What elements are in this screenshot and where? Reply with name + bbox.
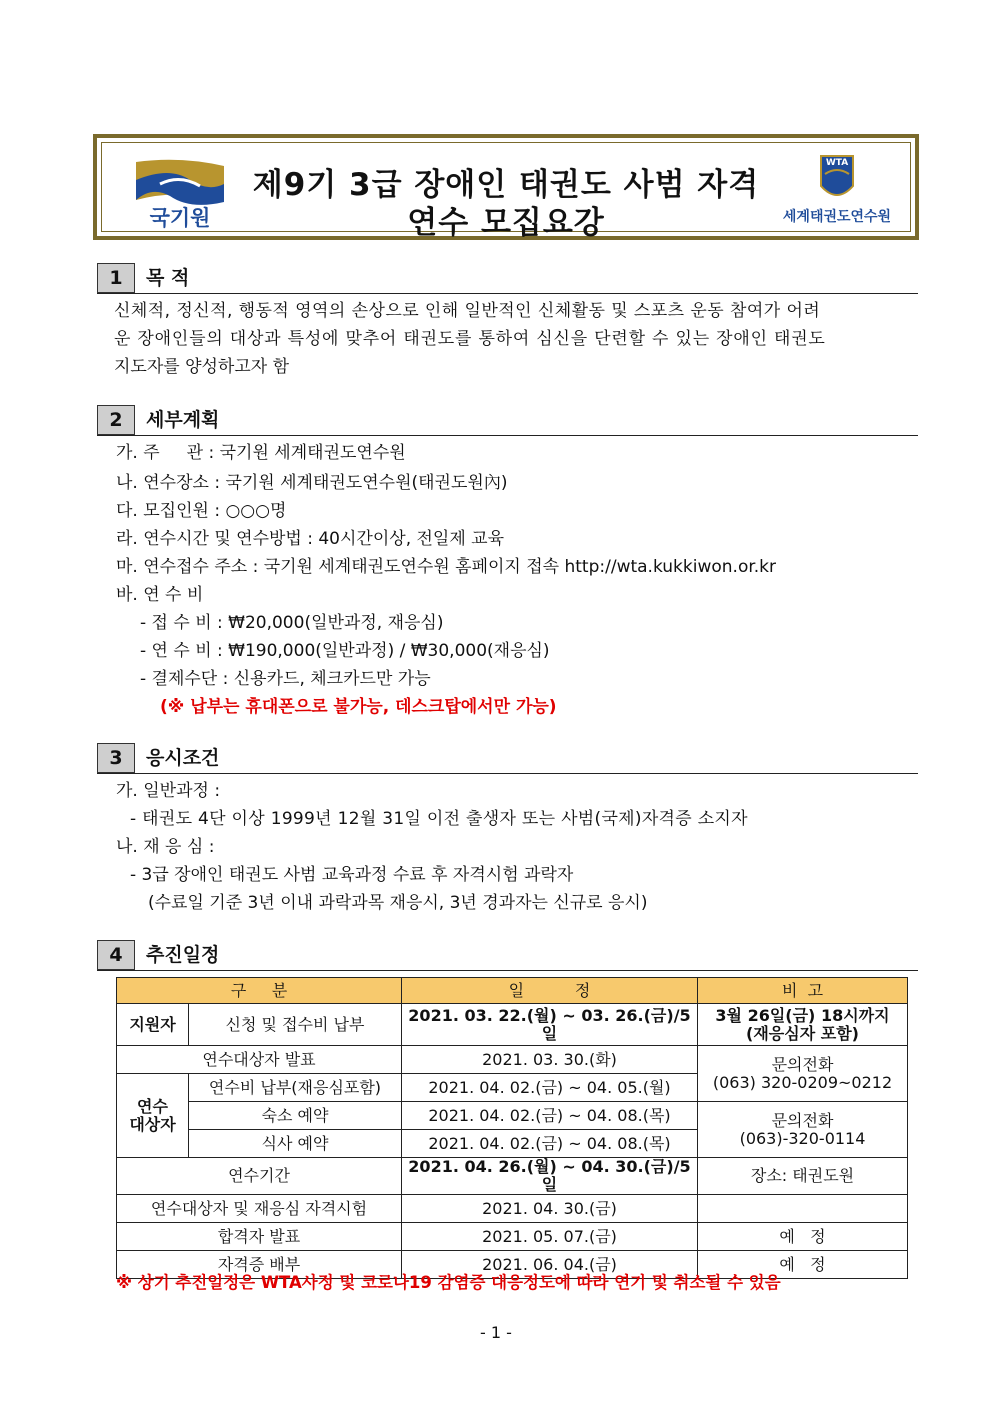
section1-divider xyxy=(97,293,918,294)
plan-item-capacity: 다. 모집인원 : ○○○명 xyxy=(116,501,287,521)
fee-payment-method: - 결제수단 : 신용카드, 체크카드만 가능 xyxy=(140,669,431,689)
row-date: 2021. 04. 02.(금) ~ 04. 08.(목) xyxy=(402,1102,698,1130)
row-item: 연수비 납부(재응심포함) xyxy=(189,1074,402,1102)
section1-title: 목 적 xyxy=(146,267,190,289)
row-item: 식사 예약 xyxy=(189,1130,402,1158)
row-note: 문의전화 (063) 320-0209~0212 xyxy=(698,1046,908,1102)
row-item: 숙소 예약 xyxy=(189,1102,402,1130)
header-schedule: 일 정 xyxy=(402,978,698,1004)
row-note xyxy=(698,1195,908,1223)
kukkiwon-logo-text: 국기원 xyxy=(149,206,211,230)
row-note: 예 정 xyxy=(698,1251,908,1279)
table-row xyxy=(117,1004,908,1046)
row-item: 연수대상자 및 재응심 자격시험 xyxy=(117,1195,402,1223)
row-note: 문의전화 (063)-320-0114 xyxy=(698,1102,908,1158)
condition-retake-detail: - 3급 장애인 태권도 사범 교육과정 수료 후 자격시험 과락자 xyxy=(130,865,574,885)
section3-title: 응시조건 xyxy=(146,747,220,769)
schedule-footnote: ※ 상기 추진일정은 WTA사정 및 코로나19 감염증 대응정도에 따라 연기 및 취소될 수 있음 xyxy=(116,1273,781,1292)
row-date: 2021. 04. 30.(금) xyxy=(402,1195,698,1223)
header-remarks: 비 고 xyxy=(698,978,908,1004)
plan-item-hours: 라. 연수시간 및 연수방법 : 40시간이상, 전일제 교육 xyxy=(116,529,505,549)
condition-general-detail: - 태권도 4단 이상 1999년 12월 31일 이전 출생자 또는 사범(국제)자격증 소지자 xyxy=(130,809,748,829)
payment-warning-note: (※ 납부는 휴대폰으로 불가능, 데스크탑에서만 가능) xyxy=(160,697,557,717)
row-date: 2021. 03. 30.(화) xyxy=(402,1046,698,1074)
table-row xyxy=(117,1195,908,1223)
document-title-line1: 제9기 3급 장애인 태권도 사범 자격 xyxy=(252,167,760,203)
section2-title: 세부계획 xyxy=(146,409,220,431)
row-date: 2021. 04. 02.(금) ~ 04. 05.(월) xyxy=(402,1074,698,1102)
fee-application: - 접 수 비 : ₩20,000(일반과정, 재응심) xyxy=(140,613,444,633)
table-row xyxy=(117,1158,908,1195)
table-row xyxy=(117,1223,908,1251)
section3-divider xyxy=(97,773,918,774)
row-note: 예 정 xyxy=(698,1223,908,1251)
condition-retake-label: 나. 재 응 심 : xyxy=(116,837,215,857)
section4-divider xyxy=(97,970,918,971)
row-date: 2021. 04. 26.(월) ~ 04. 30.(금)/5일 xyxy=(402,1158,698,1195)
wta-badge-text: WTA xyxy=(825,158,849,168)
row-date: 2021. 03. 22.(월) ~ 03. 26.(금)/5일 xyxy=(402,1004,698,1046)
plan-item-registration-url: 마. 연수접수 주소 : 국기원 세계태권도연수원 홈페이지 접속 http://wta.kukkiwon.or.kr xyxy=(116,557,777,577)
row-date: 2021. 06. 04.(금) xyxy=(402,1251,698,1279)
table-row xyxy=(117,1102,908,1130)
section2-number: 2 xyxy=(97,405,135,435)
plan-item-host: 가. 주 관 : 국기원 세계태권도연수원 xyxy=(116,443,406,463)
fee-training: - 연 수 비 : ₩190,000(일반과정) / ₩30,000(재응심) xyxy=(140,641,550,661)
section3-number: 3 xyxy=(97,743,135,773)
section4-title: 추진일정 xyxy=(146,944,220,966)
wta-logo xyxy=(775,152,899,232)
schedule-header-row xyxy=(117,978,908,1004)
section2-divider xyxy=(97,435,918,436)
row-item: 신청 및 접수비 납부 xyxy=(189,1004,402,1046)
condition-general-label: 가. 일반과정 : xyxy=(116,781,221,801)
row-note: 3월 26일(금) 18시까지 (재응심자 포함) xyxy=(698,1004,908,1046)
section1-line1: 신체적, 정신적, 행동적 영역의 손상으로 인해 일반적인 신체활동 및 스포츠 운동 참여가 어려 xyxy=(114,301,821,321)
section1-line2: 운 장애인들의 대상과 특성에 맞추어 태권도를 통하여 심신을 단련할 수 있는 장애인 태권도 xyxy=(114,329,826,349)
row-item: 자격증 배부 xyxy=(117,1251,402,1279)
page-number: - 1 - xyxy=(480,1323,512,1342)
header-category: 구 분 xyxy=(117,978,402,1004)
row-date: 2021. 05. 07.(금) xyxy=(402,1223,698,1251)
table-row xyxy=(117,1046,908,1074)
section1-number: 1 xyxy=(97,263,135,293)
document-title-line2: 연수 모집요강 xyxy=(407,205,605,241)
row-item: 합격자 발표 xyxy=(117,1223,402,1251)
section4-number: 4 xyxy=(97,940,135,970)
applicant-group-label: 지원자 xyxy=(117,1004,189,1046)
row-item: 연수대상자 발표 xyxy=(117,1046,402,1074)
row-item: 연수기간 xyxy=(117,1158,402,1195)
plan-item-fees: 바. 연 수 비 xyxy=(116,585,204,605)
target-group-label: 연수 대상자 xyxy=(117,1074,189,1158)
schedule-table xyxy=(116,977,908,1279)
row-note: 장소: 태권도원 xyxy=(698,1158,908,1195)
plan-item-venue: 나. 연수장소 : 국기원 세계태권도연수원(태권도원內) xyxy=(116,473,508,493)
kukkiwon-logo xyxy=(130,158,230,228)
condition-retake-note: (수료일 기준 3년 이내 과락과목 재응시, 3년 경과자는 신규로 응시) xyxy=(148,893,648,913)
section1-line3: 지도자를 양성하고자 함 xyxy=(114,357,290,377)
wta-logo-text: 세계태권도연수원 xyxy=(782,209,892,225)
row-date: 2021. 04. 02.(금) ~ 04. 08.(목) xyxy=(402,1130,698,1158)
